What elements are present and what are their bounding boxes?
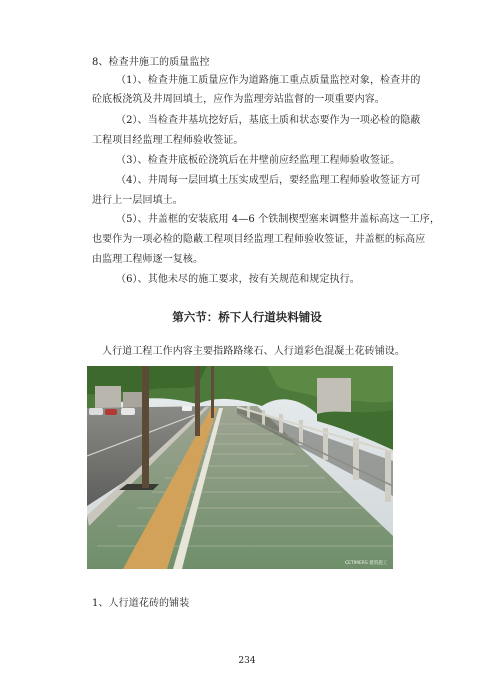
sidewalk-photo — [87, 366, 393, 569]
photo-watermark: CETIMERS 建筑施工 — [345, 561, 388, 566]
paragraph-line: （2）、当检查井基坑挖好后，基底土质和状态要作为一项必检的隐蔽 — [116, 115, 421, 126]
paragraph-line: 进行上一层回填土。 — [92, 195, 183, 206]
section-heading: 第六节：桥下人行道块料铺设 — [172, 310, 322, 324]
section-8-title: 8、检查井施工的质量监控 — [92, 57, 210, 68]
paragraph-line: 由监理工程师逐一复核。 — [92, 254, 204, 265]
paragraph-line: （1）、检查井施工质量应作为道路施工重点质量监控对象，检查井的 — [116, 75, 421, 86]
paragraph-line: （4）、井周每一层回填土压实成型后，要经监理工程师验收签证方可 — [116, 175, 421, 186]
paragraph-line: 工程项目经监理工程师验收签证。 — [92, 135, 244, 146]
paragraph-line: （6）、其他未尽的施工要求，按有关规范和规定执行。 — [116, 274, 360, 285]
subheading: 1、人行道花砖的铺装 — [92, 598, 190, 609]
paragraph-line: 砼底板浇筑及井周回填土，应作为监理旁站监督的一项重要内容。 — [92, 94, 385, 105]
page-number: 234 — [238, 656, 256, 666]
paragraph-line: 也要作为一项必检的隐蔽工程项目经监理工程师验收签证，井盖框的标高应 — [92, 234, 426, 245]
paragraph-line: （5）、井盖框的安装底用 4—6 个铁制楔型塞来调整井盖标高这一工序， — [116, 214, 440, 225]
intro-paragraph: 人行道工程工作内容主要指路路缘石、人行道彩色混凝土花砖铺设。 — [102, 346, 405, 357]
paragraph-line: （3）、检查井底板砼浇筑后在井壁前应经监理工程师验收签证。 — [116, 155, 401, 166]
